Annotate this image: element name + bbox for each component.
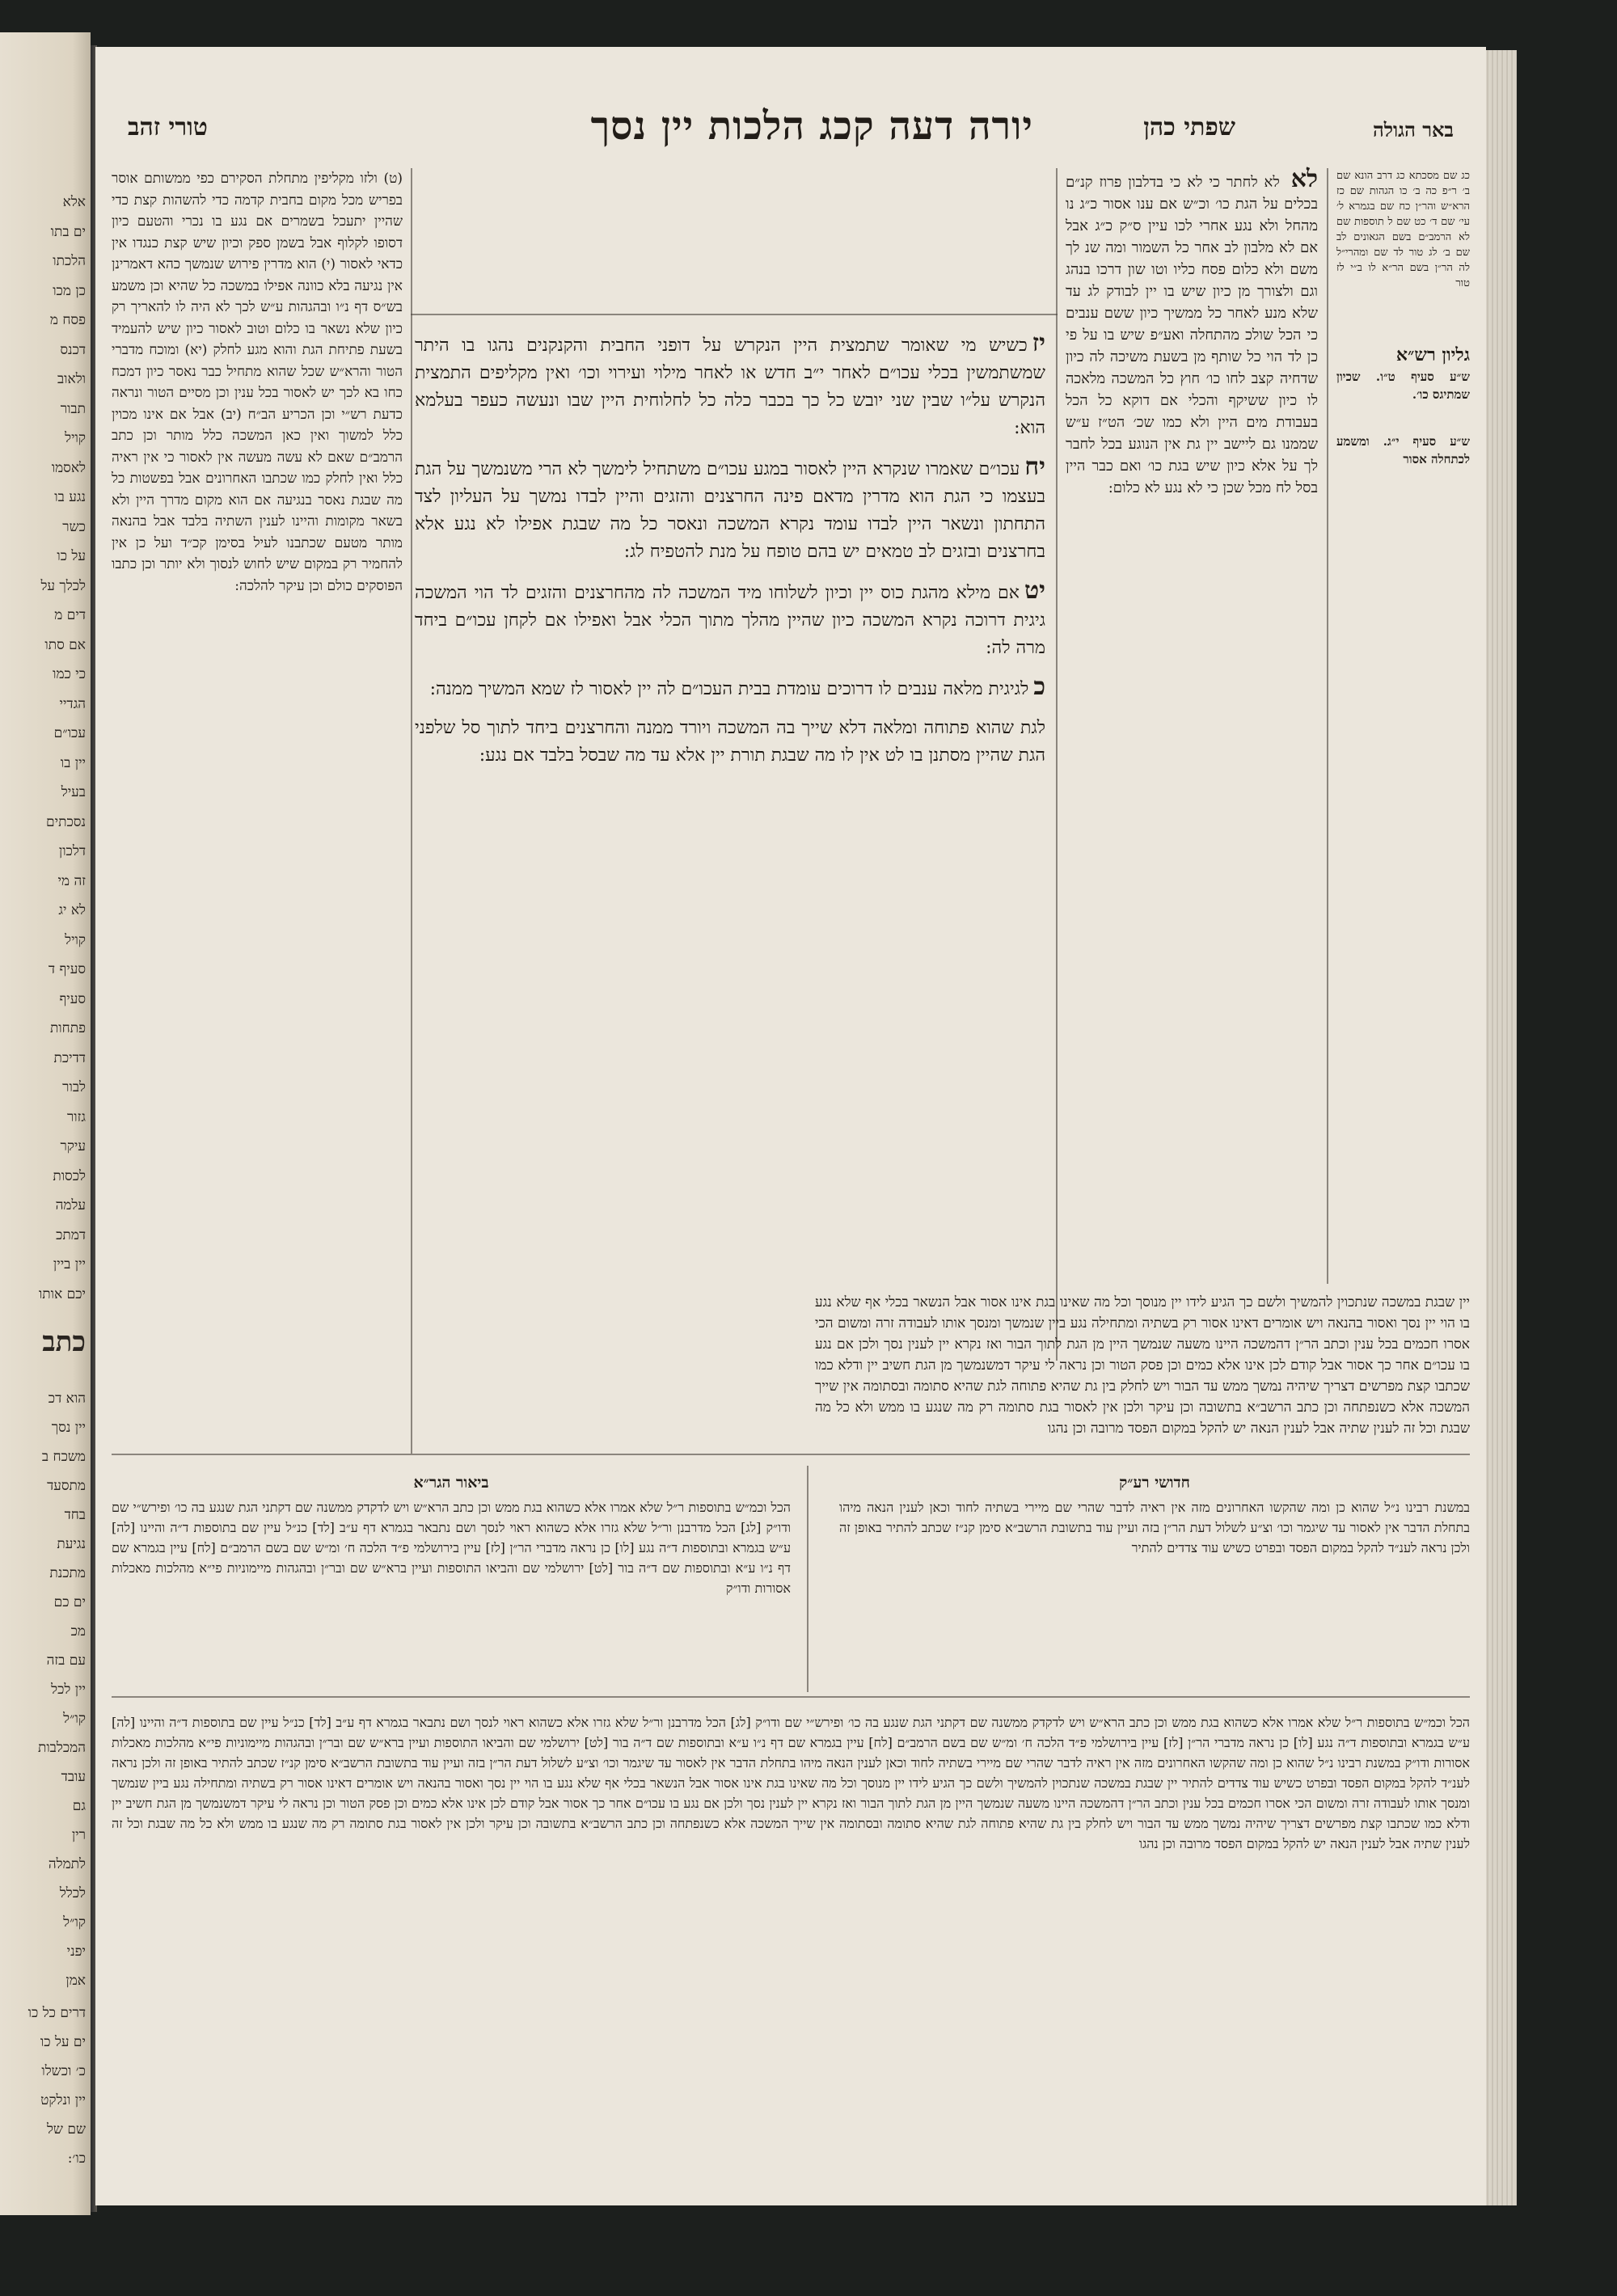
left-page-fragment: עלמה — [55, 1197, 86, 1213]
left-page-fragment: זה מי — [57, 872, 86, 889]
left-page-fragment: עם בזה — [46, 1652, 86, 1669]
left-page-fragment: אמן — [65, 1973, 86, 1989]
left-page-fragment: ים כם — [53, 1594, 86, 1610]
book-page — [95, 47, 1486, 2205]
hiddushei-column — [839, 1466, 1470, 1558]
left-page-fragment: פתחות — [49, 1020, 86, 1036]
left-page-fragment: לכסות — [53, 1167, 86, 1184]
left-page-fragment: כי כמו — [53, 666, 86, 682]
left-page-fragment: עובד — [61, 1769, 86, 1785]
left-page-fragment: יין נסך — [51, 1420, 86, 1436]
bottom-continuation-text — [815, 1292, 1470, 1439]
biur-heading: ביאור הגר״א — [413, 1474, 489, 1492]
gilyon-note-1: ש״ע סעיף ט״ו. שכיון שמתיגס כו׳. — [1336, 369, 1470, 402]
beer-hagolah-text: כג שם מסכתא כג דרב הונא שם ב׳ ר״פ כה ב׳ כו הגהות שם כז הרא״ש והר״ן כח שם בגמרא ל׳ עי׳ שם ד׳ כט שם ל תוספות שם לא הרמב״ם בשם הגאונים לב שם ב׳ לג טור לד שם ומהרי״ל לה הר״ן בשם הר״א לו ב״י לז טור — [1336, 170, 1470, 289]
shach-column — [1066, 165, 1318, 499]
left-page-fragment: משכח ב — [41, 1449, 86, 1465]
left-page-fragment: מתסעד — [47, 1478, 86, 1494]
hiddushei-continuation-text: במשנת רבינו נ״ל שהוא כן ומה שהקשו האחרונים מזה אין ראיה לדבר שהרי שם מיירי בשתיה לחוד וכאן לענין הנאה מיהו בתחלת הדבר אין לאסור עד שיגמר וכו׳ וצ״ע לשלול דעת הר״ן בזה ועיין עוד בתשובת הרשב״א סימן קנ״ז שכתב להתיר באופן זה ולכן נראה לענ״ד להקל במקום הפסד ובפרט כשיש עוד צדדים להתיר — [112, 1755, 1471, 1791]
left-page-fragment: דכנס — [60, 341, 86, 358]
left-page-fragment: לא יג — [58, 902, 86, 918]
rule-taz — [411, 168, 412, 1454]
rule-beer-gilyon — [1327, 168, 1328, 1284]
biur-continuation-text: הכל וכמ״ש בתוספות ר״ל שלא אמרו אלא כשהוא בגת ממש וכן כתב הרא״ש ויש לדקדק ממשנה שם דקתני הגת שנגע בה כו׳ ופירש״י שם ודו״ק [לג] הכל מדרבנן ור״ל שלא גזרו אלא כשהוא ראוי לנסך ושם נתבאר בגמרא דף ע״ב [לד] כנ״ל עיין שם בתוספות ד״ה והיינו [לה] ע״ש בגמרא ובתוספות ד״ה נגע [לו] כן נראה מדברי הר״ן [לז] עיין בירושלמי פ״ד הלכה ח׳ ומ״ש שם בשם הרמב״ם [לח] עיין בגמרא שם דף נ״ו ע״א ובתוספות שם ד״ה בור [לט] ירושלמי שם והביאו התוספות ועיין ברא״ש שם ובר״ן ובהגהות מיימוניות פי״א מהלכות מאכלות אסורות ודו״ק — [112, 1715, 1471, 1771]
left-page-fragment: מתכנת — [49, 1565, 86, 1581]
left-page-fragment: אם סתו — [44, 636, 86, 653]
left-page-fragment: רין — [71, 1827, 86, 1843]
left-page-fragment: כו׳: — [67, 2150, 86, 2167]
hiddushei-heading: חדושי רע״ק — [1119, 1474, 1190, 1492]
left-page-fragment: כשר — [62, 518, 86, 535]
bottom-text: יין שבגת במשכה שנתכוין להמשיך ולשם כך הגיע לידו יין מנוסך וכל מה שאינו בגת אינו אסור אבל הנשאר בכלי אף שלא נגע בו הוי יין נסך ואסור בהנאה ויש אומרים דאינו אסור רק בשתיה ומתחילה נגע ביין שנמשך ומנסך אותו לעבודה זרה ומשום הכי אסרו חכמים בכל ענין וכתב הר״ן דהמשכה היינו משעה שנמשך היין מן הגת לתוך הבור ואז נקרא יין לענין נסך ולכן אם נגע בו עכו״ם אחר כך אסור אבל קודם לכן אינו אלא כמים וכן פסק הטור וכן נראה לי עיקר דמשנמשך מן הגת חשיב יין ודלא כמו שכתבו קצת מפרשים דצריך שיהיה נמשך ממש עד הבור ויש לחלק בין גת שהיא פתוחה לגת שהיא סתומה ובסתומה אין שייך המשכה אלא כשנפתחה וכן כתב הרשב״א בתשובה וכן עיקר ולכן אין לאסור בגת סתומה רק מה שנגע בו ממש ולא כל מה שבגת וכל זה לענין שתיה אבל לענין הנאה יש להקל במקום הפסד מרובה וכן נהגו — [815, 1294, 1470, 1437]
left-page-fragment: דרים כל כו — [27, 2005, 86, 2021]
shach-mark-1: לא — [1290, 165, 1318, 193]
taz-text: (ט) ולזו מקליפין מתחלת הסקירם כפי ממשותם אוסר בפריש מכל מקום בחבית קדמה כדי להשהות קצת כדי שהיין יתעכל בשמרים אם נגע בו נכרי והטעם כיון דסופו לקלוף אבל בשמן ספק וכיון שיש קצת כנגדו אין כדאי לאסור (י) הוא מדרין פירוש שנמשך כהא דאמרינן אין נגיעה בלא כוונה אפילו במשכה כל שהיא וכן משמע בש״ס דף נ״ו ובהגהות ע״ש לכך לא היה לו להאריך רק כיון שלא נשאר בו כלום וטוב לאסור כיון שיש להעמיד בשעת פתיחת הגת והוא מגע לחלק (יא) ומוכח מדברי הטור והרא״ש שכל שהוא מתחיל כבר נאסר כיון דמכח כחו בא לכך יש לאסור בכל ענין וכן מסיים הטור ונראה כדעת רש״י וכן הכריע הב״ח (יב) אבל אם אינו מכוין כלל למשוך ואין כאן המשכה כלל מותר וכן כתב הרמב״ם שאם לא עשה מעשה אין לאסור כי אין ראיה כלל ואין לחלק כמו שכתבו האחרונים אבל בפשטות כל מה שבגת נאסר בנגיעה אם הוא מקום מדרך היין ולא בשאר מקומות והיינו לענין השתיה בלבד אבל בהנאה מותר מטעם שכתבנו לעיל בסימן קכ״ד ועל כן אין להחמיר רק במקום שיש לחוש לנסוך ולא יותר וכן כתבו הפוסקים כולם וכן עיקר להלכה: — [112, 171, 403, 594]
left-page-fragment: קו״ל — [63, 1914, 86, 1931]
taz-column — [112, 168, 403, 597]
header-shach: שפתי כהן — [1143, 113, 1235, 141]
left-page-fragment: קויל — [65, 430, 86, 446]
left-page-fragment: לבור — [62, 1079, 86, 1095]
left-page-fragment: גם — [72, 1798, 86, 1814]
main-mark-4: כ — [1033, 673, 1045, 701]
left-page-fragment: בחד — [64, 1507, 86, 1523]
main-text-column — [415, 330, 1045, 770]
left-page-fragment: ים בתו — [50, 223, 86, 240]
main-paragraph-2: עכו״ם שאמרו שנקרא היין לאסור במגע עכו״ם משתחיל לימשך לא הרי משנמשך על הגת בעצמו כי הגת הוא מדרין מדאם פינה החרצנים והזגים והיין לבדו נמשך על העליון לצד התחתון ונשאר היין לבדו עומד נקרא המשכה ונאסר כל מה שבגת אפילו לא נגע אלא בחרצנים ובזגים לב טמאים יש בהם טופח על מנת להטפיח לג: — [415, 459, 1046, 562]
left-page-fragment: קויל — [65, 931, 86, 948]
page-title: יורה דעה קכג הלכות יין נסך — [590, 103, 1033, 149]
left-page-fragment: הלכתו — [53, 253, 86, 269]
left-page-fragment: אלא — [62, 194, 86, 210]
main-paragraph-1: כשיש מי שאומר שתמצית היין הנקרש על דופני החבית והקנקנים נהגו בו היתר שמשתמשין בכלי עכו״ם לאחר י״ב חדש או לאחר מילוי ועירוי וכו׳ ואין מקליפים התמצית הנקרש על״ו שבין שני יובש כל כך בכבר כלה כל לחלוחית היין שבו ונעשה כעפר בעלמא הוא: — [415, 336, 1045, 438]
left-facing-page — [0, 32, 91, 2215]
header-taz: טורי זהב — [128, 113, 208, 141]
left-page-section-head: כתב — [42, 1326, 86, 1358]
left-page-fragment: יפני — [66, 1944, 86, 1960]
shach-text: לא לחתר כי לא כי בדלבון פרוז קנ״ם בכלים על הגת כו׳ וכ״ש אם ענו אסור כ״ג נו מהחל ולא נגע אחרי לכו עיין ס״ק כ״ג אבל אם לא מלבון לב אחר כל השמור ומה שנ לך משם ולא כלום פסח כליו וטו שון דרכו בנהג וגם ולצורך מן כיון שיש בו יין לבודק לג עד שלא מנע לאחר כל ממשיך כיון ששם ענבים כי הכל שולכ מהתחלה ואע״פ שיש בו על פי כן לד הוי כל שותף מן בשעת משיכה לה כיון שדחיה קצב לחו כו׳ חוץ כל המשכה מלאכה לו כיון ששיקף והכלי אם דוקא כל הכל בעבודת מים היין ולא כמו שכ׳ הט״ז ע״ש שממנו גם ליישב יין גת אין הנוגע בכל לחבר לך על אלא כיון שיש בגת כו׳ ואם כבר היין בסל לח מכל שכן כי לא נגע לא כלום: — [1066, 174, 1318, 496]
left-page-fragment: נסכתים — [46, 813, 86, 830]
header-beer-hagolah: באר הגולה — [1372, 118, 1454, 141]
left-page-fragment: מכ — [70, 1623, 86, 1640]
left-page-fragment: על כו — [57, 548, 86, 564]
beer-hagolah-column — [1336, 168, 1470, 468]
left-page-fragment: לתמלה — [48, 1856, 86, 1872]
left-page-fragment: יין ונלקט — [40, 2092, 86, 2108]
biur-continuation — [112, 1712, 1470, 1854]
bottom-continuation-repeat: יין שבגת במשכה שנתכוין להמשיך ולשם כך הגיע לידו יין מנוסך וכל מה שאינו בגת אינו אסור אבל הנשאר בכלי אף שלא נגע בו הוי יין נסך ואסור בהנאה ויש אומרים דאינו אסור רק בשתיה ומתחילה נגע ביין שנמשך ומנסך אותו לעבודה זרה ומשום הכי אסרו חכמים בכל ענין וכתב הר״ן דהמשכה היינו משעה שנמשך היין מן הגת לתוך הבור ואז נקרא יין לענין נסך ולכן אם נגע בו עכו״ם אחר כך אסור אבל קודם לכן אינו אלא כמים וכן פסק הטור וכן נראה לי עיקר דמשנמשך מן הגת חשיב יין ודלא כמו שכתבו קצת מפרשים דצריך שיהיה נמשך ממש עד הבור ויש לחלק בין גת שהיא פתוחה לגת שהיא סתומה ובסתומה אין שייך המשכה אלא כשנפתחה וכן כתב הרשב״א בתשובה וכן עיקר ולכן אין לאסור בגת סתומה רק מה שנגע בו ממש ולא כל מה שבגת וכל זה לענין שתיה אבל לענין הנאה יש להקל במקום הפסד מרובה וכן נהגו — [112, 1775, 1470, 1851]
left-page-fragment: יין בו — [60, 754, 86, 771]
left-page-fragment: הגדיי — [59, 695, 86, 712]
left-page-fragment: שם של — [46, 2121, 86, 2138]
left-page-fragment: כן מכו — [53, 282, 86, 299]
left-page-fragment: לכלך על — [40, 577, 86, 594]
main-paragraph-4: לגיגית מלאה ענבים לו דרוכים עומדת בבית העכו״ם לה יין לאסור לז שמא המשיך ממנה: — [429, 679, 1029, 699]
left-page-fragment: קו״ל — [63, 1711, 86, 1727]
main-paragraph-5: לגת שהוא פתוחה ומלאה דלא שייך בה המשכה ויורד ממנה והחרצנים ביחד לתוך סל שלפני הגת שהיין מסתנן בו לט אין לו מה שבגת תורת יין אלא עד מה שבסל בלבד אם נגע: — [415, 718, 1045, 766]
left-page-fragment: לכלל — [59, 1885, 86, 1901]
left-page-fragment: יין לכל — [51, 1682, 86, 1698]
main-paragraph-3: אם מילא מהגת כוס יין וכיון לשלוחו מיד המשכה לה מהחרצנים והזגים לד הוי המשכה גיגית דרוכה נקרא המשכה כיון שהיין מהלך מתוך הכלי אבל ואפילו אם לקחן עכו״ם ביחד מרה לה: — [415, 583, 1045, 658]
left-page-fragment: סעיף — [59, 990, 86, 1007]
left-page-fragment: ולאוב — [57, 371, 86, 387]
left-page-fragment: נגע בו — [54, 489, 86, 505]
left-page-fragment: ים על כו — [40, 2034, 86, 2050]
hiddushei-text: במשנת רבינו נ״ל שהוא כן ומה שהקשו האחרונים מזה אין ראיה לדבר שהרי שם מיירי בשתיה לחוד וכאן לענין הנאה מיהו בתחלת הדבר אין לאסור עד שיגמר וכו׳ וצ״ע לשלול דעת הר״ן בזה ועיין עוד בתשובת הרשב״א סימן קנ״ז שכתב להתיר באופן זה ולכן נראה לענ״ד להקל במקום הפסד ובפרט כשיש עוד צדדים להתיר — [839, 1500, 1470, 1555]
left-page-fragment: יכם אותו — [38, 1285, 86, 1302]
rule-bottom-section — [112, 1454, 1470, 1455]
left-page-fragment: דלכון — [58, 843, 86, 859]
left-page-fragment: לאסמו — [51, 459, 86, 476]
left-page-fragment: הוא דכ — [48, 1391, 86, 1407]
left-page-fragment: גזור — [66, 1108, 86, 1125]
gilyon-heading: גליון רש״א — [1395, 344, 1470, 365]
left-page-fragment: עיקר — [60, 1138, 86, 1154]
main-mark-3: יט — [1024, 576, 1045, 605]
left-page-fragment: בעיל — [61, 784, 86, 800]
left-page-fragment: דים מ — [54, 607, 86, 623]
main-mark-1: יז — [1032, 329, 1045, 357]
left-page-fragment: תבור — [60, 400, 86, 417]
left-page-fragment: פסח מ — [49, 312, 86, 328]
main-mark-2: יח — [1024, 453, 1045, 481]
biur-text: הכל וכמ״ש בתוספות ר״ל שלא אמרו אלא כשהוא בגת ממש וכן כתב הרא״ש ויש לדקדק ממשנה שם דקתני הגת שנגע בה כו׳ ופירש״י שם ודו״ק [לג] הכל מדרבנן ור״ל שלא גזרו אלא כשהוא ראוי לנסך ושם נתבאר בגמרא דף ע״ב [לד] כנ״ל עיין שם בתוספות ד״ה והיינו [לה] ע״ש בגמרא ובתוספות ד״ה נגע [לו] כן נראה מדברי הר״ן [לז] עיין בירושלמי פ״ד הלכה ח׳ ומ״ש שם בשם הרמב״ם [לח] עיין בגמרא שם דף נ״ו ע״א ובתוספות שם ד״ה בור [לט] ירושלמי שם והביאו התוספות ועיין ברא״ש שם ובר״ן ובהגהות מיימוניות פי״א מהלכות מאכלות אסורות ודו״ק — [112, 1500, 792, 1596]
left-page-fragment: דמתכ — [56, 1226, 86, 1243]
left-page-fragment: המכלבות — [37, 1740, 86, 1756]
left-page-fragment: סעיף ד — [48, 961, 86, 977]
left-page-fragment: כ׳ וכשלו — [41, 2063, 86, 2079]
left-page-fragment: דדיכת — [53, 1049, 86, 1066]
biur-hagra-column — [112, 1466, 791, 1598]
rule-notes-divider — [112, 1696, 1470, 1698]
left-page-fragment: נגיעת — [57, 1536, 86, 1552]
gilyon-note-2: ש״ע סעיף י״ג. ומשמע לכתחלה אסור — [1336, 434, 1470, 466]
rule-main-top — [411, 314, 1058, 315]
left-page-fragment: עכו״ם — [53, 725, 86, 741]
left-page-fragment: יין ביין — [53, 1256, 86, 1273]
rule-shach — [1056, 168, 1058, 1361]
rule-hiddushei-biur — [807, 1466, 808, 1692]
